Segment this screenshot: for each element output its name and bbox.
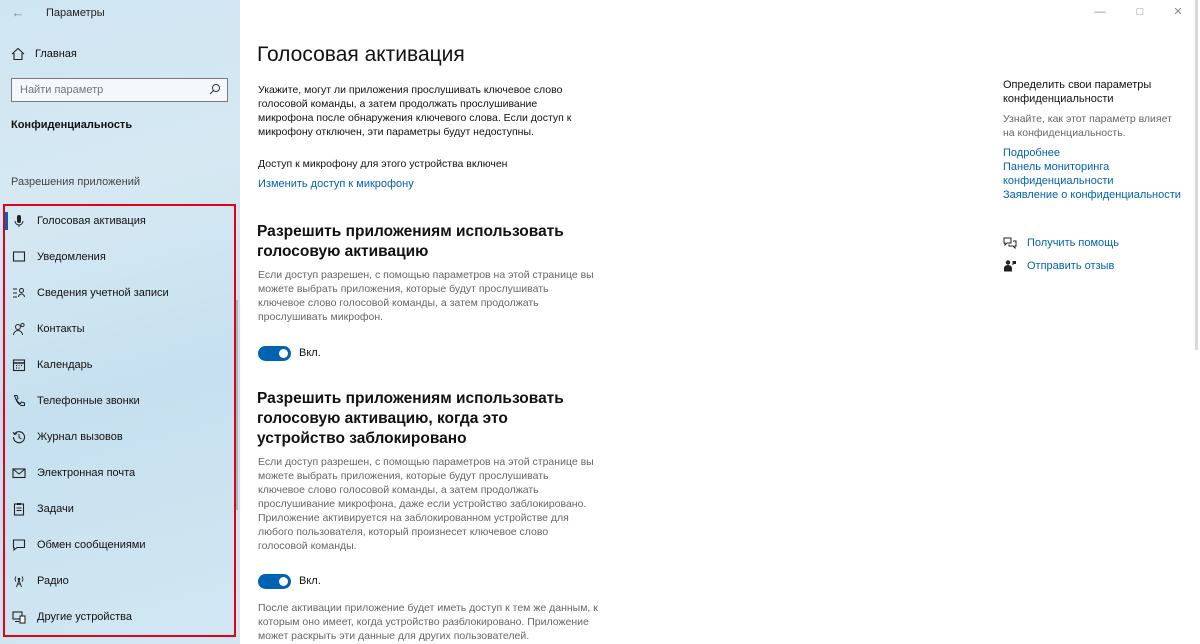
chat-icon: [12, 538, 26, 552]
section1-desc: Если доступ разрешен, с помощью параметров на этой странице вы можете выбрать приложения, которые будут прослушивать ключевое слово голосовой команды, а затем продолжать прослушивать микрофон.: [258, 269, 594, 323]
privacy-info-panel: [1003, 78, 1183, 202]
learn-more-link[interactable]: Подробнее: [1003, 147, 1061, 159]
main-scrollbar[interactable]: [1195, 0, 1198, 350]
sidebar-item-other-devices[interactable]: [5, 602, 234, 632]
sidebar-item-account-info[interactable]: [5, 278, 234, 308]
devices-icon: [12, 610, 26, 624]
app-permissions-list: [3, 204, 236, 637]
history-icon: [12, 430, 26, 444]
privacy-dashboard-link[interactable]: Панель мониторинга конфиденциальности: [1003, 161, 1114, 187]
voice-activation-toggle[interactable]: [258, 346, 291, 361]
sidebar-item-label: Обмен сообщениями: [37, 539, 146, 551]
sidebar-item-label: Электронная почта: [37, 467, 136, 479]
app-title: Параметры: [46, 7, 105, 19]
sidebar-item-label: Сведения учетной записи: [37, 287, 169, 299]
section2-desc: Если доступ разрешен, с помощью параметров на этой странице вы можете выбрать приложения, которые будут прослушивать ключевое слово голосовой команды, а затем продолжать прослушивание микрофона, даже если устройство заблокировано. Приложение активируется на заблокированном устройстве для любого пользователя, который произнесет ключевое слово голосовой команды.: [258, 456, 594, 552]
phone-icon: [12, 394, 26, 408]
radio-icon: [12, 574, 26, 588]
section1-title: Разрешить приложениям использовать голосовую активацию: [257, 223, 564, 260]
sidebar-item-label: Календарь: [37, 359, 93, 371]
contacts-icon: [12, 322, 26, 336]
home-label: Главная: [35, 48, 77, 60]
search-input[interactable]: [12, 79, 202, 101]
sidebar: [0, 0, 240, 644]
minimize-button[interactable]: —: [1094, 6, 1106, 18]
group-title: Разрешения приложений: [11, 176, 141, 188]
maximize-button[interactable]: □: [1136, 6, 1144, 18]
sidebar-item-label: Телефонные звонки: [37, 395, 140, 407]
sidebar-item-contacts[interactable]: [5, 314, 234, 344]
sidebar-item-label: Радио: [37, 575, 69, 587]
privacy-statement-link[interactable]: Заявление о конфиденциальности: [1003, 189, 1181, 201]
privacy-panel-desc: Узнайте, как этот параметр влияет на конфиденциальность.: [1003, 113, 1172, 139]
sidebar-item-label: Контакты: [37, 323, 85, 335]
calendar-icon: [12, 358, 26, 372]
main-content: [240, 0, 1200, 644]
help-chat-icon: [1003, 236, 1017, 250]
account-info-icon: [12, 286, 26, 300]
sidebar-item-label: Голосовая активация: [37, 215, 146, 227]
intro-text: Укажите, могут ли приложения прослушивать ключевое слово голосовой команды, а затем продолжать прослушивание микрофона после обнаружения ключевого слова. Если доступ к микрофону отключен, эти параметры будут недоступны.: [258, 84, 572, 138]
sidebar-item-label: Уведомления: [37, 251, 106, 263]
page-title: Голосовая активация: [257, 43, 465, 66]
voice-activation-toggle-label: Вкл.: [299, 347, 321, 359]
sidebar-item-phone-calls[interactable]: [5, 386, 234, 416]
feedback-icon: [1003, 259, 1017, 273]
sidebar-scrollbar[interactable]: [236, 300, 238, 510]
sidebar-item-tasks[interactable]: [5, 494, 234, 524]
sidebar-item-calendar[interactable]: [5, 350, 234, 380]
get-help-label: Получить помощь: [1027, 237, 1119, 249]
mail-icon: [12, 466, 26, 480]
microphone-icon: [12, 214, 26, 228]
window-controls: [1080, 0, 1200, 24]
search-icon[interactable]: [209, 83, 221, 95]
notification-icon: [12, 250, 26, 264]
search-box[interactable]: [11, 78, 228, 102]
section-title: Конфиденциальность: [11, 119, 133, 131]
section2-note: После активации приложение будет иметь доступ к тем же данным, к которым оно имеет, когда устройство разблокировано. Приложение может раскрыть эти данные для других пользователей.: [258, 602, 598, 642]
sidebar-item-email[interactable]: [5, 458, 234, 488]
change-mic-access-link[interactable]: Изменить доступ к микрофону: [258, 178, 414, 190]
sidebar-item-notifications[interactable]: [5, 242, 234, 272]
close-button[interactable]: ✕: [1173, 6, 1183, 18]
back-arrow-icon[interactable]: ←: [11, 5, 25, 20]
title-bar: [0, 0, 240, 26]
sidebar-item-messaging[interactable]: [5, 530, 234, 560]
home-nav-item[interactable]: [0, 44, 240, 66]
tasks-icon: [12, 502, 26, 516]
send-feedback-label: Отправить отзыв: [1027, 260, 1115, 272]
mic-status-text: Доступ к микрофону для этого устройства включен: [258, 158, 508, 170]
sidebar-item-radio[interactable]: [5, 566, 234, 596]
home-icon: [11, 47, 25, 61]
sidebar-item-label: Задачи: [37, 503, 74, 515]
locked-voice-activation-toggle[interactable]: [258, 574, 291, 589]
sidebar-item-label: Журнал вызовов: [37, 431, 123, 443]
privacy-panel-title: Определить свои параметры конфиденциальности: [1003, 79, 1152, 105]
section2-title: Разрешить приложениям использовать голосовую активацию, когда это устройство заблокировано: [257, 390, 564, 447]
sidebar-item-label: Другие устройства: [37, 611, 132, 623]
sidebar-item-call-history[interactable]: [5, 422, 234, 452]
sidebar-item-voice-activation[interactable]: [5, 206, 234, 236]
locked-voice-activation-toggle-label: Вкл.: [299, 575, 321, 587]
